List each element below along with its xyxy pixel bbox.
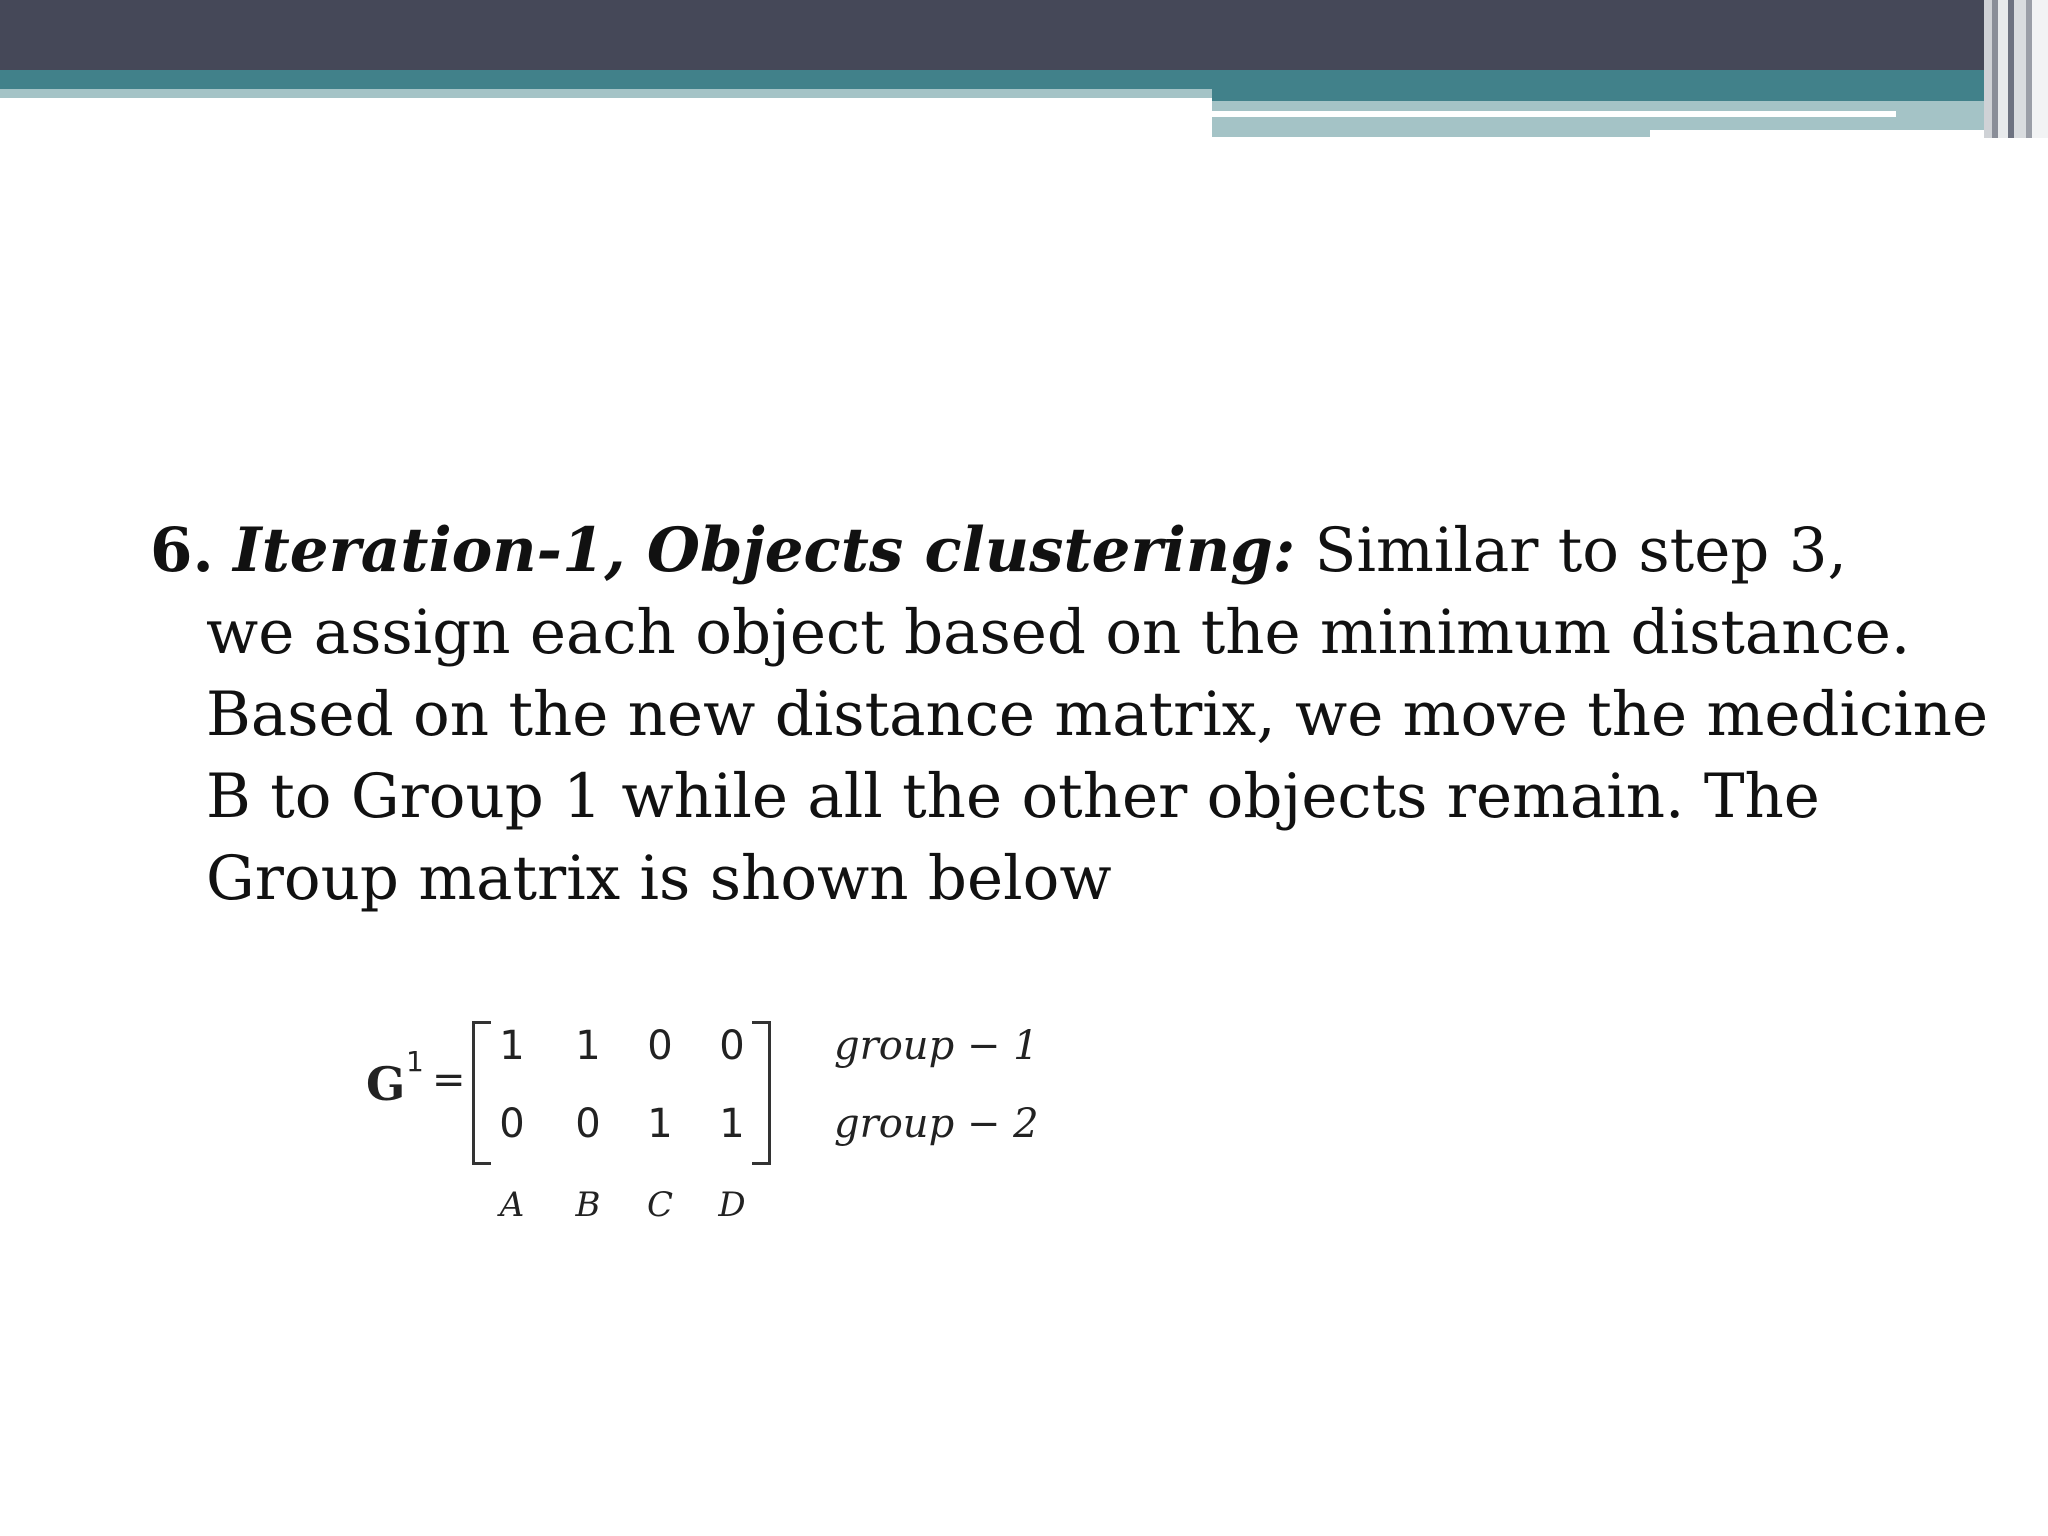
- header-teal-bar: [0, 70, 2048, 89]
- matrix-left-bracket: [472, 1021, 491, 1165]
- matrix-right-bracket: [752, 1021, 771, 1165]
- paragraph-line-5: Group matrix is shown below: [206, 843, 1112, 914]
- group-label-2: group − 2: [834, 1101, 1039, 1147]
- matrix-cell: 1: [647, 1101, 673, 1147]
- matrix-cell: 0: [499, 1101, 525, 1147]
- column-label: B: [575, 1185, 601, 1225]
- step-heading: Iteration-1, Objects clustering:: [233, 515, 1296, 586]
- paragraph-line-4: B to Group 1 while all the other objects remain. The: [206, 761, 1820, 832]
- matrix-cell: 0: [719, 1023, 745, 1069]
- paragraph-line-1: [150, 510, 1950, 592]
- paragraph-line-3: Based on the new distance matrix, we move the medicine: [206, 679, 1989, 750]
- header-white-line: [1212, 111, 1896, 117]
- column-label: D: [718, 1185, 746, 1225]
- matrix-cell: 1: [719, 1101, 745, 1147]
- matrix-equals: =: [432, 1057, 466, 1103]
- column-label: A: [499, 1185, 525, 1225]
- column-label: C: [646, 1185, 673, 1225]
- matrix-cell: 1: [575, 1023, 601, 1069]
- group-matrix: [360, 1005, 1060, 1245]
- header-dark-bar: [0, 0, 2048, 70]
- step-number: 6.: [150, 515, 214, 586]
- matrix-symbol: G: [366, 1057, 406, 1111]
- paragraph-line-2: we assign each object based on the minimum distance.: [206, 597, 1911, 668]
- header-teal-bar-right: [1212, 89, 2048, 101]
- paragraph-text-1: Similar to step 3,: [1314, 515, 1847, 586]
- step-paragraph: [150, 510, 1989, 920]
- group-label-1: group − 1: [834, 1023, 1039, 1069]
- header-light-bar-left: [0, 89, 1212, 98]
- matrix-cell: 1: [499, 1023, 525, 1069]
- matrix-superscript: 1: [406, 1045, 424, 1078]
- matrix-cell: 0: [647, 1023, 673, 1069]
- header-stripes: [1984, 0, 2048, 138]
- matrix-cell: 0: [575, 1101, 601, 1147]
